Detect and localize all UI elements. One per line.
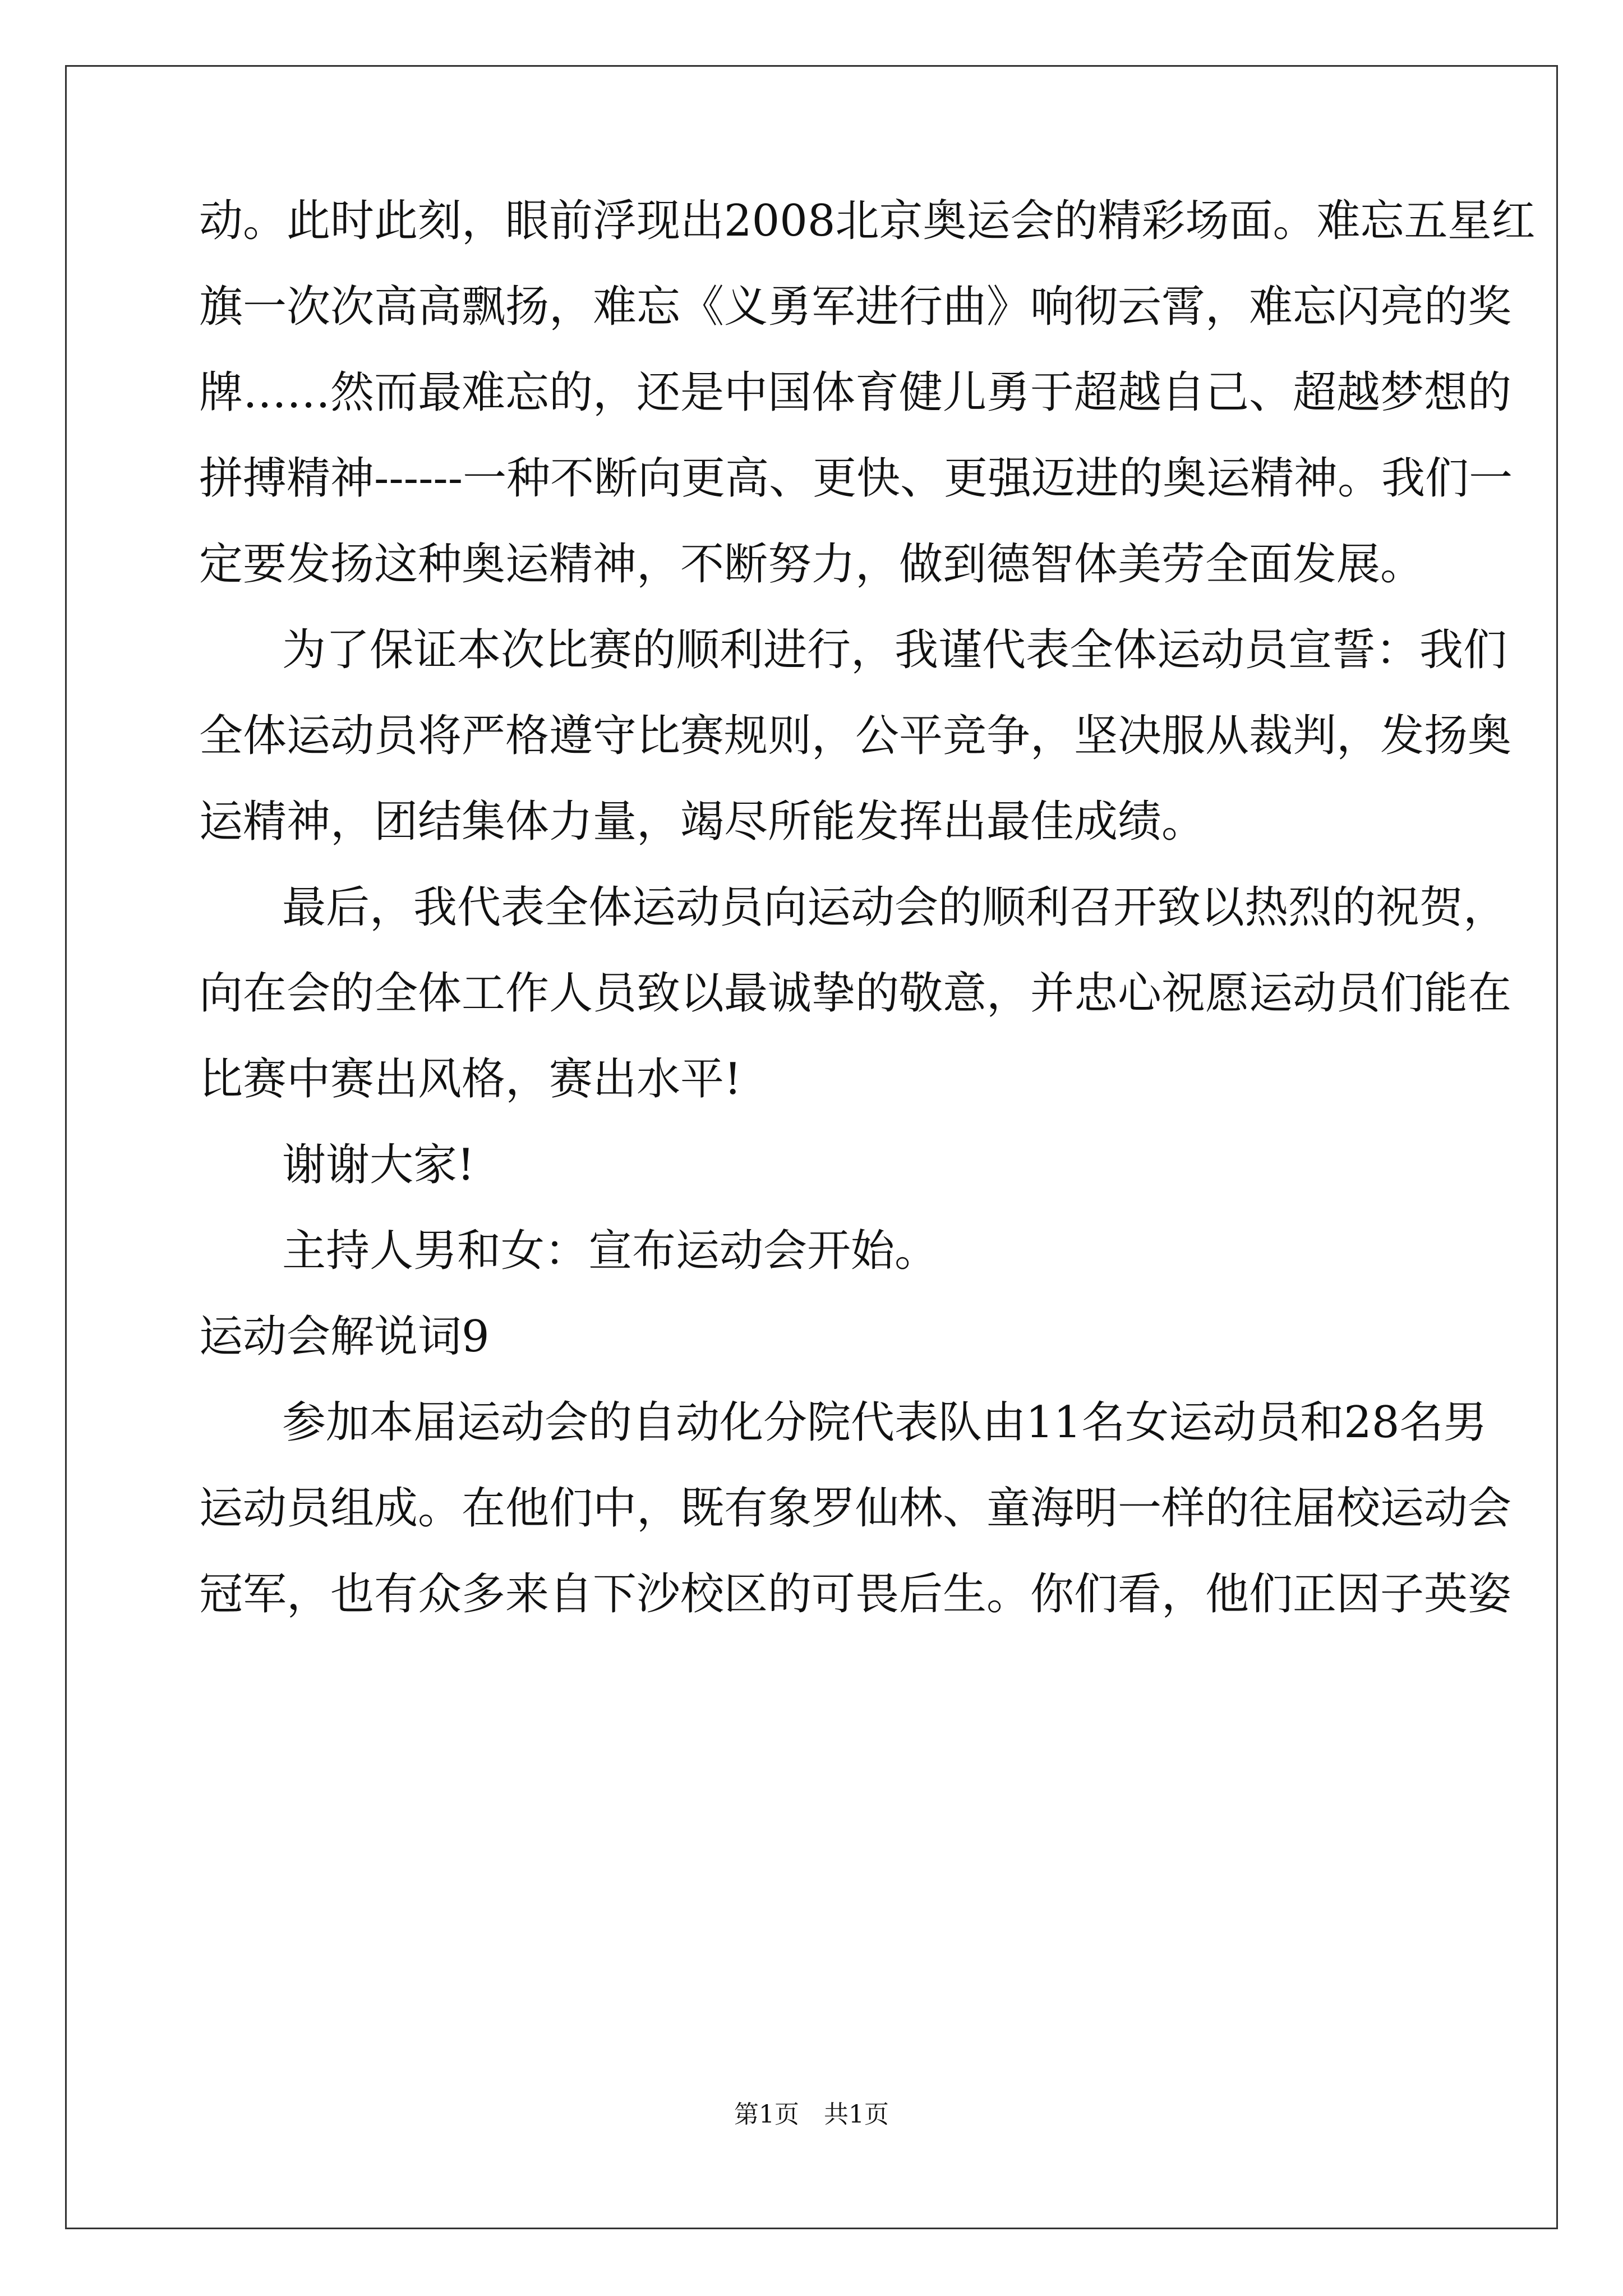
paragraph-line: 运精神，团结集体力量，竭尽所能发挥出最佳成绩。 — [199, 797, 1206, 847]
paragraph-line: 全体运动员将严格遵守比赛规则，公平竞争，坚决服从裁判，发扬奥 — [199, 711, 1512, 761]
paragraph-line: 主持人男和女：宣布运动会开始。 — [282, 1226, 939, 1276]
paragraph-line: 拼搏精神------一种不断向更高、更快、更强迈进的奥运精神。我们一 — [199, 453, 1513, 504]
paragraph-line: 旗一次次高高飘扬，难忘《义勇军进行曲》响彻云霄，难忘闪亮的奖 — [199, 282, 1512, 332]
paragraph-line: 谢谢大家! — [282, 1140, 475, 1190]
paragraph-line: 冠军，也有众多来自下沙校区的可畏后生。你们看，他们正因子英姿 — [199, 1569, 1512, 1619]
paragraph-line: 牌……然而最难忘的，还是中国体育健儿勇于超越自己、超越梦想的 — [199, 367, 1512, 418]
paragraph-line: 最后，我代表全体运动员向运动会的顺利召开致以热烈的祝贺， — [282, 882, 1507, 933]
paragraph-line: 动。此时此刻，眼前浮现出2008北京奥运会的精彩场面。难忘五星红 — [199, 196, 1536, 246]
section-heading: 运动会解说词9 — [199, 1312, 490, 1362]
paragraph-line: 比赛中赛出风格，赛出水平! — [199, 1054, 742, 1105]
paragraph-line: 参加本届运动会的自动化分院代表队由11名女运动员和28名男 — [282, 1397, 1487, 1448]
paragraph-line: 为了保证本次比赛的顺利进行，我谨代表全体运动员宣誓：我们 — [282, 625, 1507, 675]
page-footer: 第1页 共1页 — [734, 2100, 889, 2129]
paragraph-line: 定要发扬这种奥运精神，不断努力，做到德智体美劳全面发展。 — [199, 539, 1424, 590]
paragraph-line: 向在会的全体工作人员致以最诚挚的敬意，并忠心祝愿运动员们能在 — [199, 968, 1512, 1019]
paragraph-line: 运动员组成。在他们中，既有象罗仙林、童海明一样的往届校运动会 — [199, 1483, 1512, 1534]
